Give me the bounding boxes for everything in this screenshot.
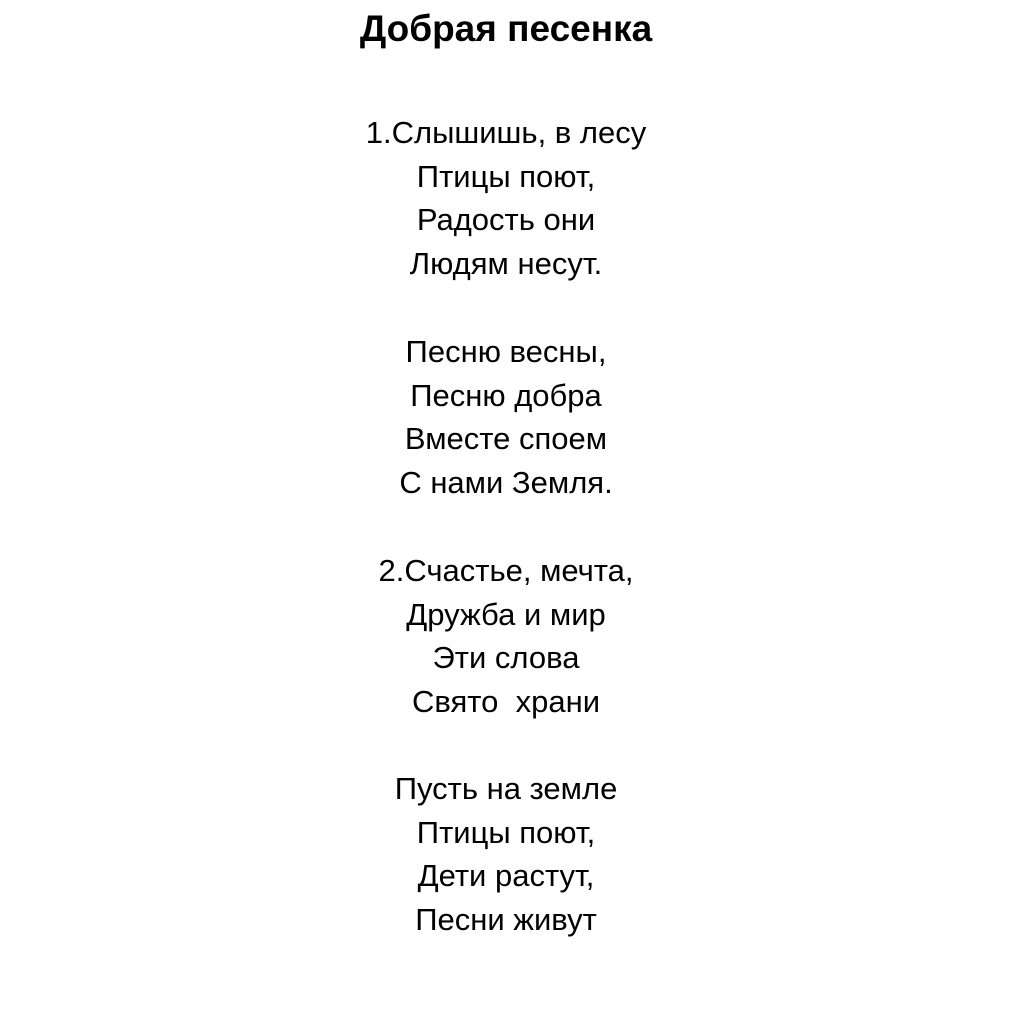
stanza-line: Песню добра (410, 377, 602, 413)
stanza-4 (0, 767, 1012, 941)
song-title: Добрая песенка (359, 8, 653, 49)
stanza-line: Вместе споем (404, 421, 608, 457)
stanza-line: Песни живут (415, 901, 597, 937)
stanza-line: Пусть на земле (394, 771, 618, 806)
stanza-3 (0, 549, 1012, 723)
stanza-line: Людям несут. (409, 245, 603, 281)
stanza-line: Радость они (416, 202, 596, 238)
stanza-line: Свято храни (411, 683, 601, 719)
stanza-1 (0, 111, 1012, 285)
stanza-line: Дети растут, (417, 858, 595, 894)
stanza-line: 2.Счастье, мечта, (378, 553, 634, 588)
stanza-line: Дружба и мир (406, 596, 606, 632)
stanza-line: Эти слова (432, 640, 580, 676)
stanza-line: Птицы поют, (416, 158, 596, 194)
stanza-2 (0, 330, 1012, 504)
stanza-line: 1.Слышишь, в лесу (365, 115, 647, 150)
stanza-line: Песню весны, (405, 334, 607, 369)
stanza-line: С нами Земля. (399, 464, 613, 500)
stanza-line: Птицы поют, (416, 814, 596, 850)
